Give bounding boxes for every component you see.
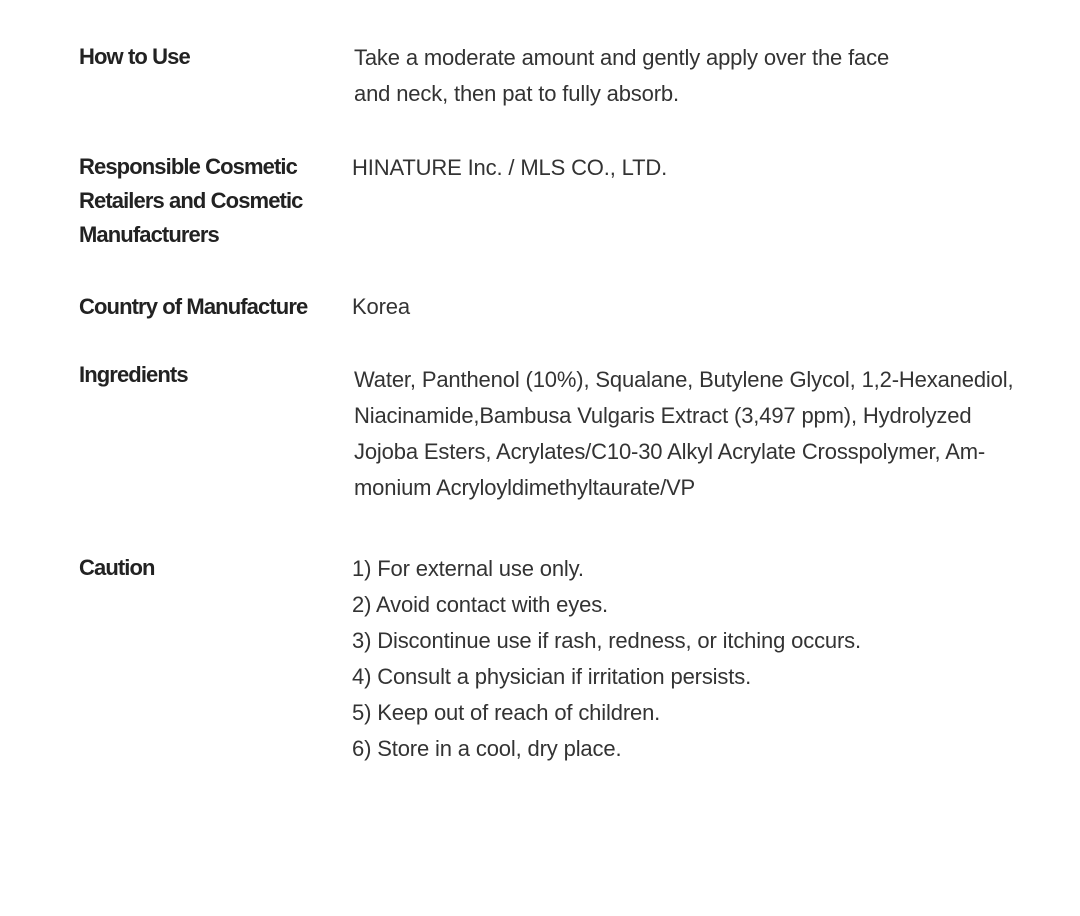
caution-item: 4) Consult a physician if irritation persists. [352,664,752,689]
caution-item: 2) Avoid contact with eyes. [352,592,609,617]
label-line: Responsible Cosmetic [79,154,297,179]
row-label-how-to-use: How to Use [79,44,190,69]
value-line: Water, Panthenol (10%), Squalane, Butylene Glycol, 1,2-Hexanediol, [354,367,1014,392]
value-line: monium Acryloyldimethyltaurate/VP [354,475,696,500]
caution-item: 6) Store in a cool, dry place. [352,736,622,761]
row-label-country-of-manufacture: Country of Manufacture [79,294,308,319]
row-label-responsible-retailers [79,150,329,252]
row-value-caution-list [352,551,861,767]
value-line: Niacinamide,Bambusa Vulgaris Extract (3,497 ppm), Hydrolyzed [354,403,972,428]
row-value-responsible-retailers: HINATURE Inc. / MLS CO., LTD. [352,155,668,180]
caution-item: 1) For external use only. [352,556,584,581]
row-value-country-of-manufacture: Korea [352,294,410,319]
caution-item: 3) Discontinue use if rash, redness, or itching occurs. [352,628,861,653]
row-value-ingredients [354,362,1013,506]
label-line: Manufacturers [79,222,219,247]
caution-item: 5) Keep out of reach of children. [352,700,661,725]
row-label-ingredients: Ingredients [79,362,188,387]
row-label-caution: Caution [79,555,155,580]
value-line: Jojoba Esters, Acrylates/C10-30 Alkyl Acrylate Crosspolymer, Am- [354,439,986,464]
value-line: Take a moderate amount and gently apply over the face [354,45,890,70]
label-line: Retailers and Cosmetic [79,188,303,213]
row-value-how-to-use [354,40,889,112]
value-line: and neck, then pat to fully absorb. [354,81,679,106]
